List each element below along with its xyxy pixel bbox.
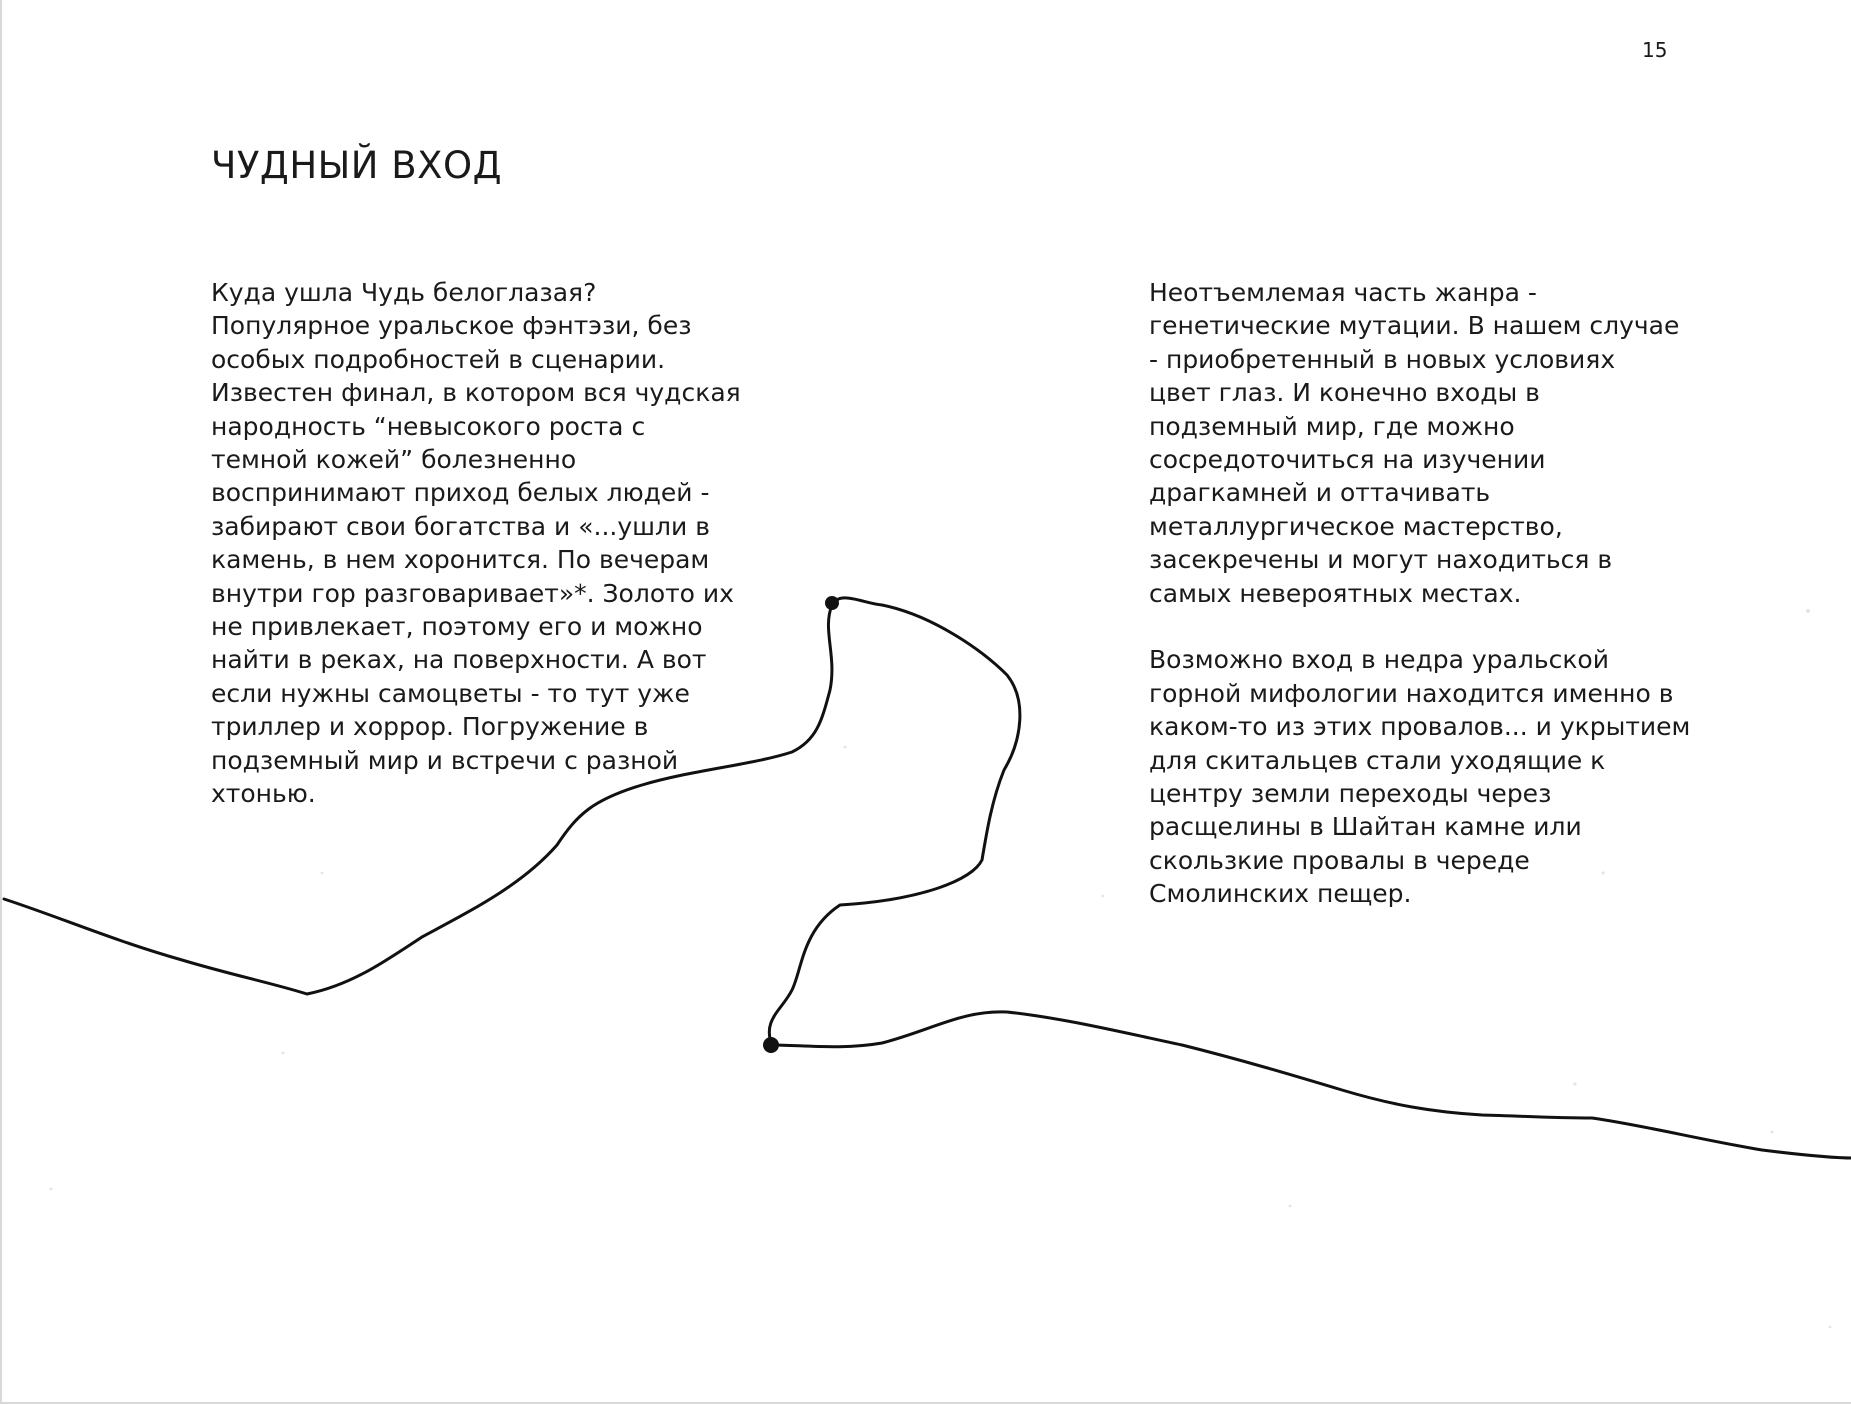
text-line: Популярное уральское фэнтэзи, без	[211, 311, 692, 341]
text-line: скользкие провалы в череде	[1149, 845, 1530, 875]
text-line: центру земли переходы через	[1149, 779, 1552, 809]
right-paragraph-2	[1149, 643, 1689, 910]
text-line: воспринимают приход белых людей -	[211, 478, 710, 508]
text-line: для скитальцев стали уходящие к	[1149, 745, 1606, 775]
text-line: подземный мир, где можно	[1149, 411, 1515, 441]
text-line: хтонью.	[211, 779, 316, 809]
text-line: если нужны самоцветы - то тут уже	[211, 678, 690, 708]
right-paragraph-1	[1149, 276, 1689, 610]
text-line: генетические мутации. В нашем случае	[1149, 311, 1680, 341]
text-line: Куда ушла Чудь белоглазая?	[211, 278, 597, 307]
text-line: найти в реках, на поверхности. А вот	[211, 645, 707, 675]
text-line: расщелины в Шайтан камне или	[1149, 812, 1582, 842]
text-line: особых подробностей в сценарии.	[211, 344, 666, 374]
page-title: ЧУДНЫЙ ВХОД	[211, 144, 502, 187]
text-line: подземный мир и встречи с разной	[211, 745, 679, 775]
left-text-column	[211, 276, 751, 811]
text-line: камень, в нем хоронится. По вечерам	[211, 545, 710, 575]
text-line: не привлекает, поэтому его и можно	[211, 612, 703, 642]
text-line: Неотъемлемая часть жанра -	[1149, 278, 1537, 307]
page-number: 15	[1642, 38, 1668, 62]
text-line: металлургическое мастерство,	[1149, 511, 1563, 541]
left-paragraph	[211, 276, 751, 811]
text-line: - приобретенный в новых условиях	[1149, 344, 1616, 374]
text-line: самых невероятных местах.	[1149, 578, 1522, 608]
text-line: драгкамней и оттачивать	[1149, 478, 1491, 508]
text-line: сосредоточиться на изучении	[1149, 445, 1546, 475]
peak-dot	[825, 596, 839, 610]
text-line: внутри гор разговаривает»*. Золото их	[211, 578, 734, 608]
text-line: Известен финал, в котором вся чудская	[211, 378, 741, 408]
text-line: темной кожей” болезненно	[211, 445, 577, 475]
right-text-column	[1149, 276, 1689, 911]
text-line: Смолинских пещер.	[1149, 879, 1412, 909]
text-line: цвет глаз. И конечно входы в	[1149, 378, 1540, 408]
text-line: Возможно вход в недра уральской	[1149, 645, 1609, 675]
base-dot	[763, 1037, 779, 1053]
text-line: забирают свои богатства и «...ушли в	[211, 511, 710, 541]
text-line: народность “невысокого роста с	[211, 411, 646, 441]
text-line: каком-то из этих провалов... и укрытием	[1149, 712, 1691, 742]
text-line: триллер и хоррор. Погружение в	[211, 712, 649, 742]
text-line: засекречены и могут находиться в	[1149, 545, 1613, 575]
text-line: горной мифологии находится именно в	[1149, 678, 1674, 708]
